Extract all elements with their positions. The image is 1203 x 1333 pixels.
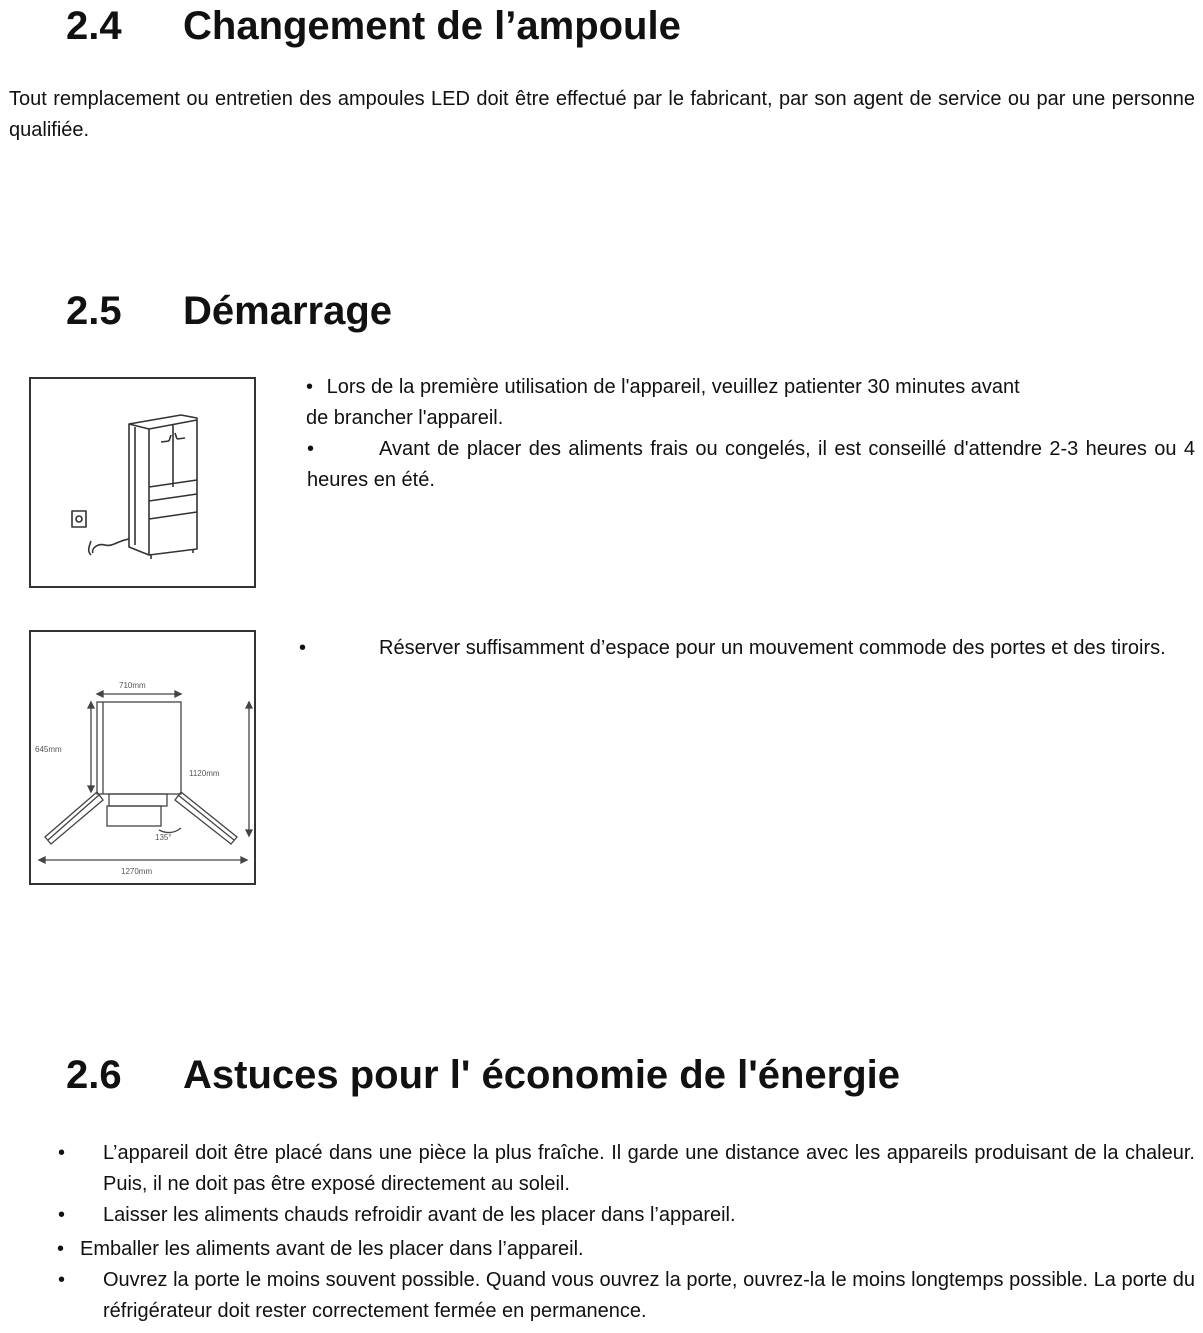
bullet-2 xyxy=(307,434,1195,496)
section-2-4-title: Changement de l’ampoule xyxy=(183,4,681,48)
bullet-dot: • xyxy=(58,1269,66,1291)
bullet-dot: • xyxy=(58,1142,66,1164)
section-2-4-paragraph: Tout remplacement ou entretien des ampoules LED doit être effectué par le fabricant, par son agent de service ou par une personne qualifiée. xyxy=(9,88,1195,141)
width-label: 710mm xyxy=(119,681,146,690)
fridge-plug-illustration xyxy=(29,377,256,588)
bullet-dot: • xyxy=(307,438,315,460)
open-depth-label: 1120mm xyxy=(189,769,220,778)
bullet-3 xyxy=(299,633,1195,664)
bullet-1-text: Lors de la première utilisation de l'appareil, veuillez patienter 30 minutes avant xyxy=(326,376,1020,398)
depth-label: 645mm xyxy=(35,745,62,754)
bullet-dot: • xyxy=(57,1238,65,1260)
total-width-label: 1270mm xyxy=(121,867,153,876)
section-2-4-number: 2.4 xyxy=(66,4,122,48)
bullet-1-line-2: de brancher l'appareil. xyxy=(306,407,504,429)
dimensions-illustration xyxy=(29,630,256,885)
section-2-5-number: 2.5 xyxy=(66,289,122,333)
section-2-6-title: Astuces pour l' économie de l'énergie xyxy=(183,1053,900,1097)
bullet-1-line-1 xyxy=(306,372,1020,403)
bullet-dot: • xyxy=(306,376,314,398)
bullet-dot: • xyxy=(58,1204,66,1226)
section-2-6-number: 2.6 xyxy=(66,1053,122,1097)
tip-1-text: L’appareil doit être placé dans une pièce la plus fraîche. Il garde une distance avec les appareils produisant de la chaleur. Puis, il ne doit pas être exposé directement au soleil. xyxy=(103,1142,1195,1195)
fridge-plug-icon xyxy=(31,379,254,586)
bullet-dot: • xyxy=(299,637,307,659)
dimensions-diagram xyxy=(31,632,254,883)
bullet-3-text: Réserver suffisamment d’espace pour un mouvement commode des portes et des tiroirs. xyxy=(379,637,1166,659)
tip-4-text: Ouvrez la porte le moins souvent possible. Quand vous ouvrez la porte, ouvrez-la le moins longtemps possible. La porte du réfrigérateur doit rester correctement fermée en permanence. xyxy=(103,1269,1195,1322)
angle-label: 135° xyxy=(155,833,172,842)
bullet-2-text: Avant de placer des aliments frais ou congelés, il est conseillé d'attendre 2-3 heures ou 4 heures en été. xyxy=(307,438,1195,491)
section-2-5-title: Démarrage xyxy=(183,289,393,333)
tip-3-text: Emballer les aliments avant de les placer dans l’appareil. xyxy=(80,1238,584,1260)
tip-2-text: Laisser les aliments chauds refroidir avant de les placer dans l’appareil. xyxy=(103,1204,736,1226)
